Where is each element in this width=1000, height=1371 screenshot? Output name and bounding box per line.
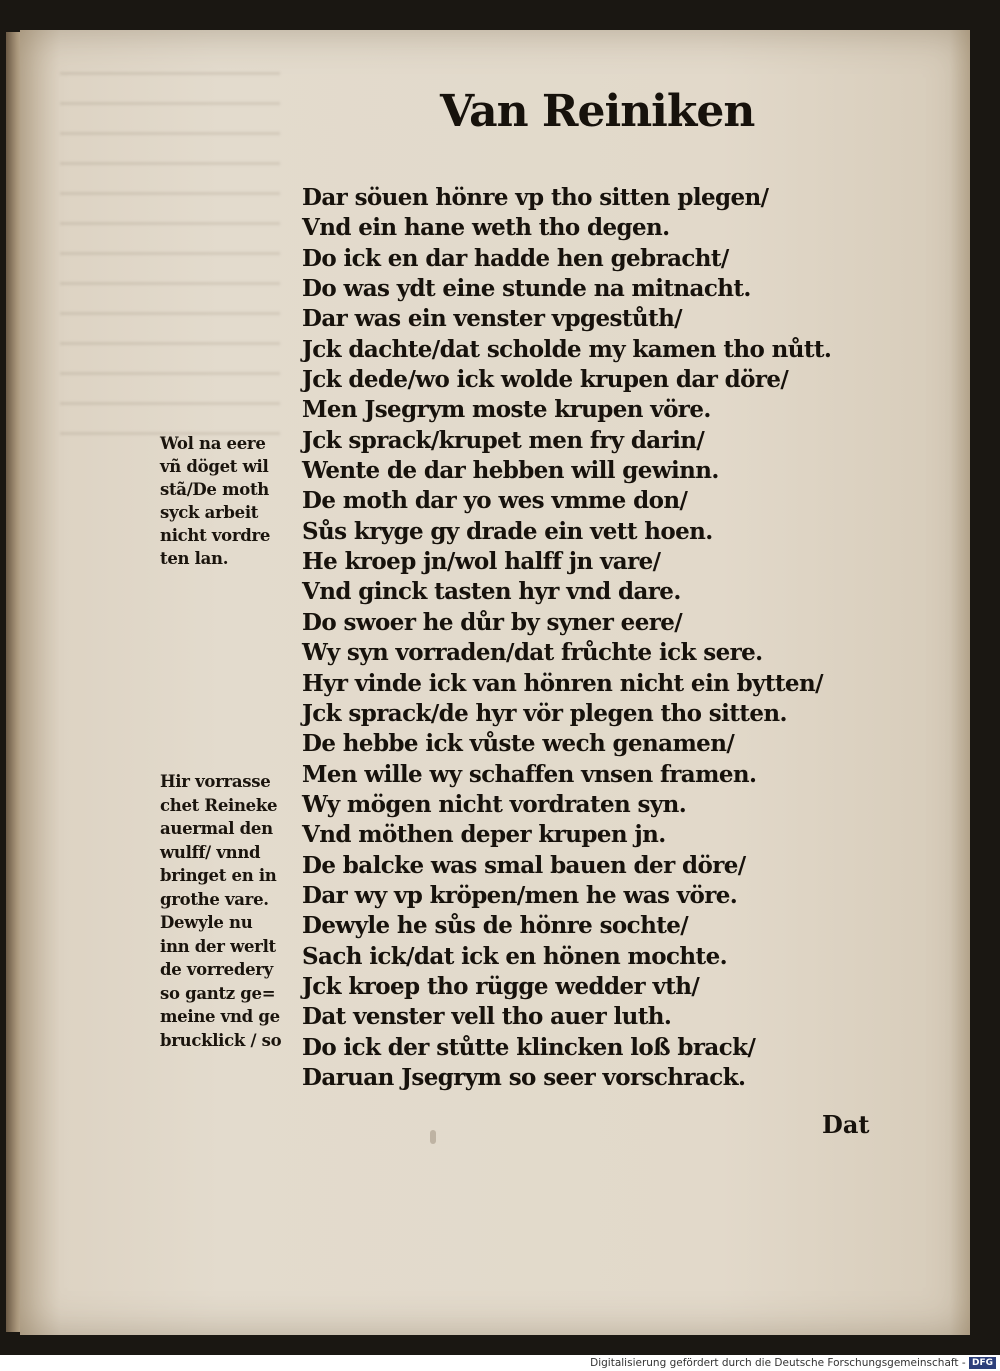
marginal-gloss-lower [160,770,310,1052]
verse-line: Jck sprack/de hyr vör plegen tho sitten. [302,699,787,727]
verse-line: Jck dachte/dat scholde my kamen tho nůtt. [302,335,832,363]
gloss-line: ten lan. [160,549,229,568]
gloss-line: Hir vorrasse [160,772,271,791]
verse-line: De moth dar yo wes vmme don/ [302,487,688,515]
verse-line: Sach ick/dat ick en hönen mochte. [302,942,728,970]
verse-line: Dar söuen hönre vp tho sitten plegen/ [302,184,769,211]
gloss-line: bringet en in [160,866,277,885]
verse-line: Vnd ginck tasten hyr vnd dare. [302,578,681,606]
verse-line: Wy syn vorraden/dat frůchte ick sere. [302,639,763,667]
verse-line: Jck sprack/krupet men fry darin/ [302,426,705,454]
verse-line: Wente de dar hebben will gewinn. [302,457,719,485]
ink-smudge [430,1130,436,1144]
gloss-line: Dewyle nu [160,913,253,932]
verse-line: Men wille wy schaffen vnsen framen. [302,760,757,788]
catchword: Dat [822,1110,870,1139]
show-through-text [60,50,280,450]
gloss-line: meine vnd ge [160,1007,280,1026]
verse-line: Jck kroep tho rügge wedder vth/ [302,972,700,1000]
gloss-line: grothe vare. [160,889,269,909]
gloss-line: de vorredery [160,960,273,979]
verse-line: Men Jsegrym moste krupen vöre. [302,396,711,424]
verse-line: Vnd möthen deper krupen jn. [302,821,666,849]
verse-line: De hebbe ick vůste wech genamen/ [302,730,735,758]
gloss-line: auermal den [160,819,273,838]
verse-line: He kroep jn/wol halff jn vare/ [302,548,661,576]
gloss-line: wulff/ vnnd [160,842,261,862]
gloss-line: nicht vordre [160,526,271,545]
dfg-logo-icon: DFG [969,1357,996,1369]
gloss-line: Wol na eere [160,434,266,453]
verse-line: Do ick en dar hadde hen gebracht/ [302,244,729,272]
gloss-line: so gantz ge= [160,983,276,1003]
gloss-line: inn der werlt [160,936,276,956]
verse-line: Dewyle he sůs de hönre sochte/ [302,912,689,940]
verse-line: Do swoer he důr by syner eere/ [302,608,683,636]
gloss-line: stã/De moth [160,480,269,499]
digitization-footer [0,1355,1000,1371]
verse-text [302,183,842,1093]
verse-line: Do was ydt eine stunde na mitnacht. [302,275,751,303]
verse-line: De balcke was smal bauen der döre/ [302,851,746,879]
verse-line: Do ick der stůtte klincken loß brack/ [302,1033,756,1061]
running-head: Van Reiniken [440,86,755,137]
marginal-gloss-upper [160,432,310,570]
verse-line: Daruan Jsegrym so seer vorschrack. [302,1063,746,1091]
verse-line: Vnd ein hane weth tho degen. [302,214,670,242]
verse-line: Dar wy vp kröpen/men he was vöre. [302,881,738,909]
verse-line: Wy mögen nicht vordraten syn. [302,790,687,818]
verse-line: Jck dede/wo ick wolde krupen dar döre/ [302,366,789,394]
gloss-line: vñ döget wil [160,457,269,476]
footer-credit: Digitalisierung gefördert durch die Deutsche Forschungsgemeinschaft - [590,1357,966,1369]
gloss-line: chet Reineke [160,795,278,815]
verse-line: Dat venster vell tho auer luth. [302,1003,672,1031]
gloss-line: syck arbeit [160,503,259,522]
verse-line: Sůs kryge gy drade ein vett hoen. [302,517,713,545]
verse-line: Hyr vinde ick van hönren nicht ein bytten/ [302,669,823,697]
gloss-line: brucklick / so [160,1030,282,1050]
verse-line: Dar was ein venster vpgestůth/ [302,305,682,333]
